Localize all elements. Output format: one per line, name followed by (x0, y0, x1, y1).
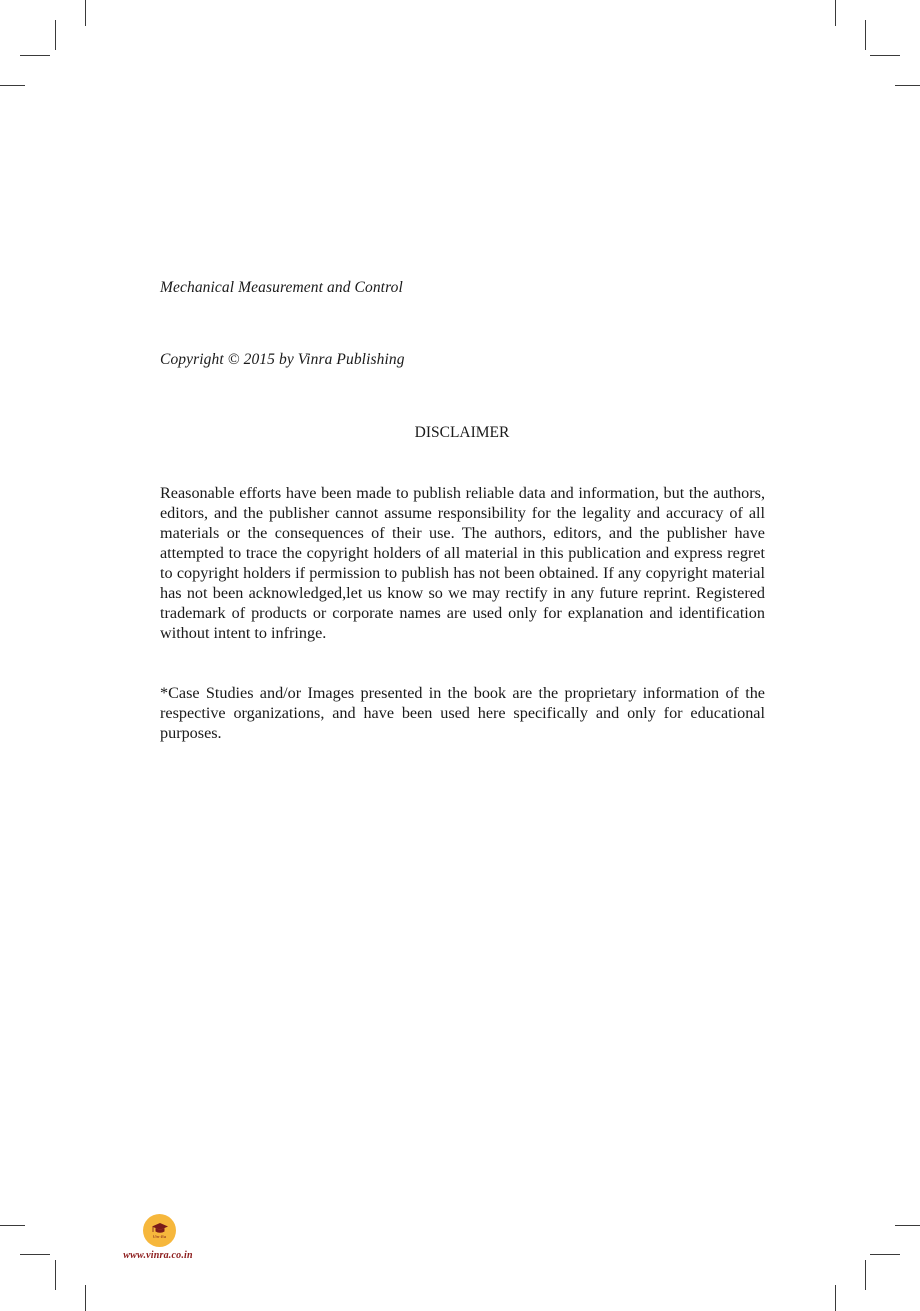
logo-badge-text: Vin-Ra (152, 1234, 167, 1239)
crop-mark (870, 1254, 900, 1255)
crop-mark (895, 85, 920, 86)
copyright-notice: Copyright © 2015 by Vinra Publishing (160, 351, 405, 368)
crop-mark (0, 85, 25, 86)
book-title: Mechanical Measurement and Control (160, 279, 403, 296)
crop-mark (85, 0, 86, 26)
crop-mark (835, 0, 836, 26)
logo-badge (143, 1214, 176, 1247)
crop-mark (870, 55, 900, 56)
disclaimer-heading: DISCLAIMER (414, 424, 510, 441)
crop-mark (0, 1225, 25, 1226)
crop-mark (85, 1285, 86, 1311)
publisher-url: www.vinra.co.in (123, 1250, 193, 1261)
crop-mark (865, 20, 866, 50)
disclaimer-paragraph: Reasonable efforts have been made to publish reliable data and information, but the authors, editors, and the publisher cannot assume responsibility for the legality and accuracy of all materials or the consequences of their use. The authors, editors, and the publisher have attempted to trace the copyright holders of all material in this publication and express regret to copyright holders if permission to publish has not been obtained. If any copyright material has not been acknowledged,let us know so we may rectify in any future reprint. Registered trademark of products or corporate names are used only for explanation and identification without intent to infringe. (160, 484, 765, 642)
crop-mark (835, 1285, 836, 1311)
publisher-logo (118, 1212, 198, 1268)
crop-mark (20, 1254, 50, 1255)
case-studies-paragraph: *Case Studies and/or Images presented in the book are the proprietary information of the respective organizations, and have been used here specifically and only for educational purposes. (160, 684, 765, 742)
crop-mark (865, 1260, 866, 1290)
crop-mark (55, 20, 56, 50)
crop-mark (20, 55, 50, 56)
crop-mark (895, 1225, 920, 1226)
crop-mark (55, 1260, 56, 1290)
